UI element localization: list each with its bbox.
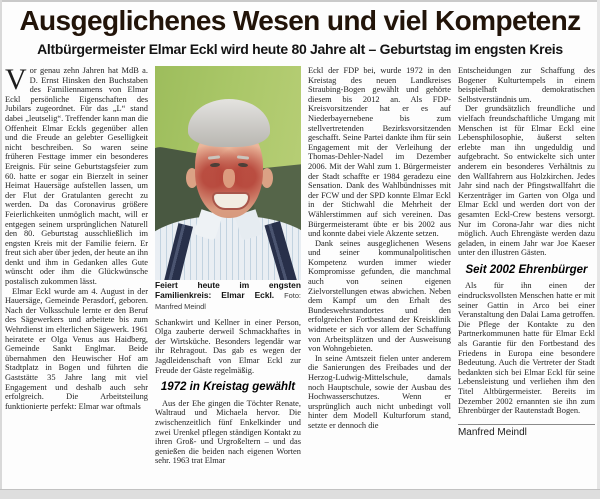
scan-edge-top xyxy=(0,0,600,2)
photo-credit: Foto: Manfred Meindl xyxy=(155,291,301,312)
column-2 xyxy=(155,66,301,488)
headline: Ausgeglichenes Wesen und viel Kompetenz xyxy=(19,5,581,36)
scan-edge-bottom xyxy=(0,489,600,499)
crosshead-kreistag: 1972 in Kreistag gewählt xyxy=(160,381,296,394)
paragraph: Entscheidungen zur Schaffung des Bogener Kulturtempels in einem beispielhaft demokratischen Selbstverständnis um. xyxy=(457,66,595,104)
man-smile xyxy=(212,192,250,210)
crosshead-ehrenbuerger: Seit 2002 Ehrenbürger xyxy=(465,263,588,276)
paragraph: Dank seines ausgeglichenen Wesens und seiner kommunalpolitischen Kompetenz wurden immer wieder Kompromisse gefunden, die manchmal auch von seinen eigenen Zielvorstellungen etwas abwichen. Neben dem Kampf um den Erhalt des Bundeswehrstandortes und den erfolgreichen Fortbestand der Kreisklinik widmete er sich vor allem der Schaffung von Arbeitsplätzen und der Ausweisung von Wohngebieten. xyxy=(307,238,451,354)
photo-caption: Feiert heute im engsten Familienkreis: Elmar Eckl. xyxy=(155,280,301,301)
portrait-photo xyxy=(155,66,301,280)
subheadline: Altbürgermeister Elmar Eckl wird heute 80 Jahre alt – Geburtstag im engsten Kreis xyxy=(37,41,563,57)
man-nose xyxy=(223,169,235,188)
paragraph: Aus der Ehe gingen die Töchter Renate, Waltraud und Michaela hervor. Die zwischenzeitlich fünf Enkelkinder und zwei Urenkel pflegen ständigen Kontakt zu ihren Groß- und Urgroßeltern – und das genießen die beiden nach eigenen Worten sehr. 1963 trat Elmar xyxy=(155,398,301,466)
column-3 xyxy=(308,66,451,488)
man-hair xyxy=(188,99,270,147)
column-4 xyxy=(458,66,595,488)
paragraph-text: or genau zehn Jahren hat MdB a. D. Ernst Hinsken den Buchstaben des Familiennamens von Elmar Eckl persönliche Eigenschaften des Jubilars zugeordnet. Für das „L“ stand dabei „leutselig“. Treffender kann man die Offenheit Elmar Eckls gegenüber allen und die Freude an gelebter Geselligkeit nicht beschreiben. So waren seine früheren Festtage immer ein besonderes Ereignis. Für seine Geburtstagsfeier zum 60. hatte er sogar ein Bierzelt in seiner Heimat Hauersäge aufstellen lassen, um der Flut der Gratulanten gerecht zu werden. Da das Coronavirus größere Feierlichkeiten unmöglich macht, will er entgegen seinem ursprünglichen Naturell den 80. Geburtstag ausschließlich im engsten Kreis mit der Familie feiern. Er freut sich aber über jeden, der heute an ihn denkt und ihm in Gedanken alles Gute wünscht oder ihm die Glückwünsche postalisch zukommen lässt. xyxy=(5,66,148,287)
column-1 xyxy=(5,66,148,488)
scan-edge-left xyxy=(0,0,2,499)
paragraph: Als für ihn einen der eindrucksvollsten Menschen hatte er mit seiner Gattin in Arco bei einer Veranstaltung den Dalai Lama getroffen. Die Pflege der Kontakte zu den Partnerkommunen hatte für Elmar Eckl als Garantie für den Fortbestand des Friedens in Europa eine besondere Bedeutung. Auch die Vertreter der Stadt bedankten sich bei Elmar Eckl für seine Lebensleistung und verliehen ihm den Titel Altbürgermeister. Bereits im Dezember 2002 ernannten sie ihn zum Ehrenbürger der Rautenstadt Bogen. xyxy=(457,281,595,416)
drop-cap: V xyxy=(5,66,27,96)
paragraph: In seine Amtszeit fielen unter anderem die Sanierungen des Freibades und der Herzog-Ludwig-Mittelschule, damals noch Hauptschule, sowie der Ausbau des Hochwasserschutzes. Wenn er ursprünglich auch nicht unbedingt voll hinter dem Modell Kulturforum stand, setzte er dennoch die xyxy=(307,353,451,430)
paragraph: Eckl der FDP bei, wurde 1972 in den Kreistag des neuen Landkreises Straubing-Bogen gewählt und gehörte diesem bis 2012 an. Als FDP-Kreisvorsitzender hat er es auf Niederbayernebene bis zum stellvertretenden Bezirksvorsitzenden geschafft. Seine Partei dankte ihm für sein Engagement mit der Verleihung der Thomas-Dehler-Nadel im Dezember 2006. Mit der Wahl zum 1. Bürgermeister der Stadt schaffte er 1984 geradezu eine Sensation. Dank des Wahlbündnisses mit der FCW und der SPD konnte Elmar Eckl in der Stichwahl die Mehrheit der Wählerstimmen auf sich vereinen. Das Bürgermeisteramt übte er bis 2002 aus und konnte dabei viele Akzente setzen. xyxy=(307,66,451,239)
article-body xyxy=(5,66,595,488)
photo-caption-block xyxy=(155,280,301,313)
paragraph xyxy=(5,66,148,287)
paragraph: Elmar Eckl wurde am 4. August in der Hauersäge, Gemeinde Perasdorf, geboren. Nach der Volksschule lernte er den Beruf des Sägewerkers und arbeitete bis zum Wehrdienst im elterlichen Sägewerk. 1961 heiratete er Olga Venus aus Haidberg, Gemeinde Sankt Englmar. Beide übernahmen den Heuwischer Hof am Stadtplatz in Bogen und führten die Gaststätte 35 Jahre lang mit viel Engagement und deshalb auch sehr erfolgreich. Die Arbeitsteilung funktionierte perfekt: Elmar war oftmals xyxy=(5,286,148,411)
byline: Manfred Meindl xyxy=(458,424,595,438)
paragraph: Schankwirt und Kellner in einer Person, Olga zauberte derweil Schmackhaftes in der Wirtsküche. Besonders legendär war ihr Rehragout. Das gab es wegen der Jagdleidenschaft von Elmar Eckl zur Freude der Gäste regelmäßig. xyxy=(155,317,301,375)
paragraph: Der grundsätzlich freundliche und vielfach freundschaftliche Umgang mit Menschen ist für Elmar Eckl eine Lebensphilosophie, äußerst selten erlebte man ihn ungeduldig und aufgebracht. So entwickelte sich unter anderem ein besonderes Verhältnis zu den Wallfahrern aus Holzkirchen. Jedes Jahr sind nach der Pfingstwallfahrt die Kerzenträger im Garten von Olga und Elmar Eckl und werden dort von der gesamten Eckl-Crew bestens versorgt. Nur im Corona-Jahr war dies nicht möglich. Auch Ehrengäste werden dazu geladen, in einem Jahr war Joe Kaeser unter den illustren Gästen. xyxy=(457,104,595,258)
